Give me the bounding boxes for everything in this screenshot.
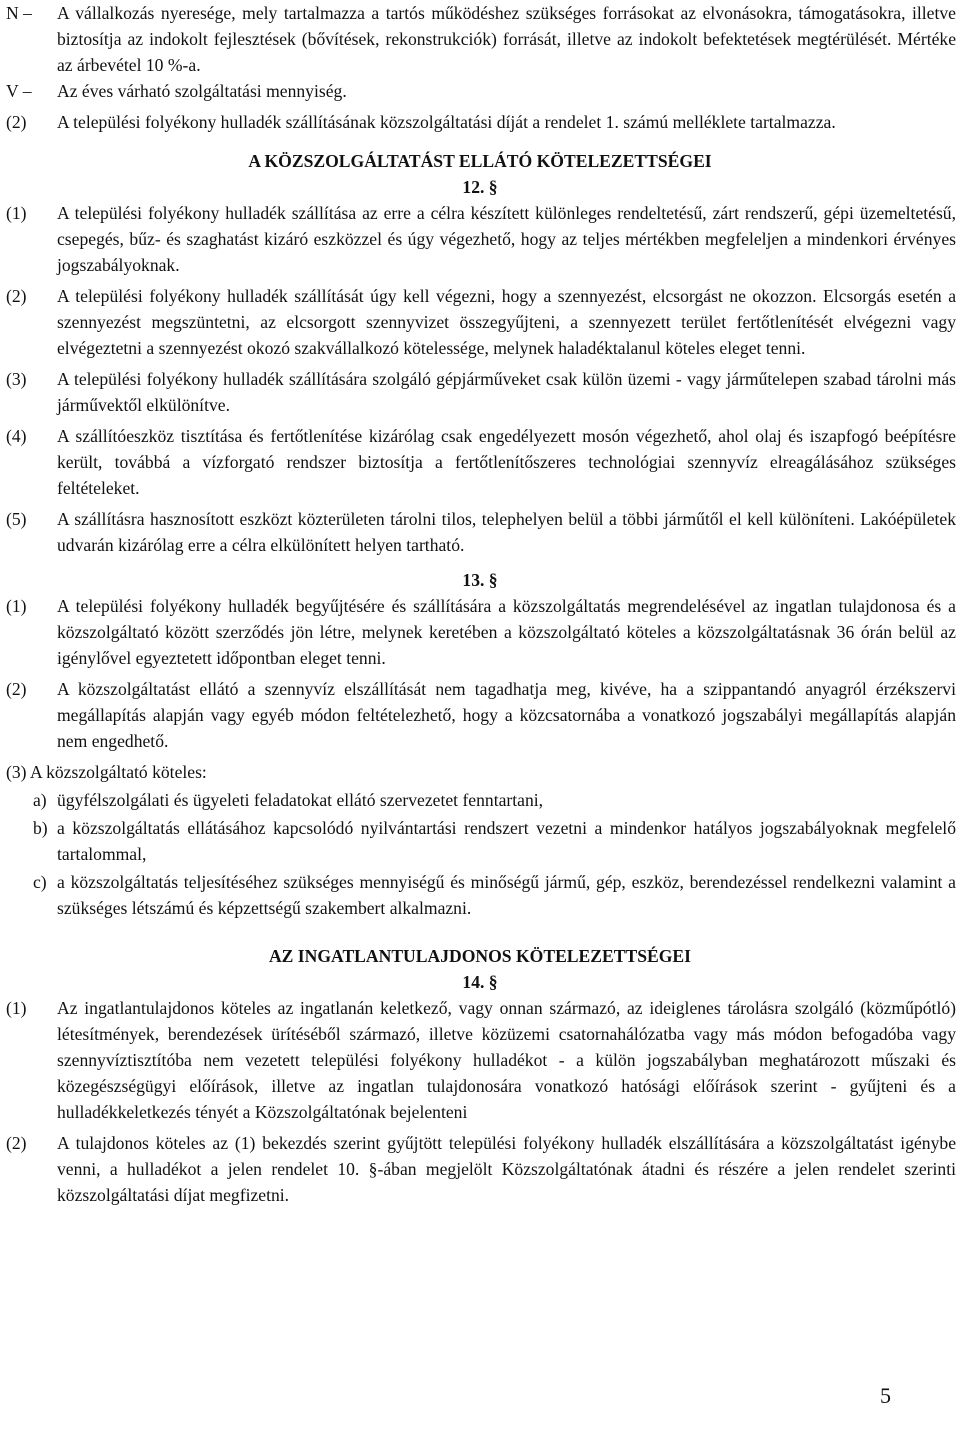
paragraph-text: A közszolgáltatást ellátó a szennyvíz elszállítását nem tagadhatja meg, kivéve, ha a szippantandó anyagról érzékszervi megállapítás alapján vagy egyéb módon feltételezhető, hogy a közcsatornába a vonatkozó jogszabályi megállapítás alapján nem engedhető. [57,679,956,751]
paragraph-text: A szállításra hasznosított eszközt közterületen tárolni tilos, telephelyen belül a többi járműtől el kell különíteni. Lakóépületek udvarán kizárólag erre a célra elkülönített helyen tartható. [57,509,956,555]
section-13-title: 13. § [462,570,498,590]
paragraph-2 [0,109,960,135]
list-letter: c) [33,872,47,892]
paragraph-text: A települési folyékony hulladék szállítására szolgáló gépjárműveket csak külön üzemi - vagy járműtelepen szabad tárolni más járművektől elkülönítve. [57,369,956,415]
top-list [0,0,960,135]
paragraph-text: A települési folyékony hulladék szállításának közszolgáltatási díját a rendelet 1. számú melléklete tartalmazza. [57,112,836,132]
item-text: A vállalkozás nyeresége, mely tartalmazza a tartós működéshez szükséges forrásokat az elvonásokra, támogatásokra, illetve biztosítja az indokolt fejlesztések (bővítések, rekonstrukciók) forrását, illetve az indokolt befektetések megtérülését. Mértéke az árbevétel 10 %-a. [57,3,956,75]
paragraph-text: A szállítóeszköz tisztítása és fertőtlenítése kizárólag csak engedélyezett mosón végezhető, ahol olaj és iszapfogó beépítésre került, továbbá a vízforgató rendszer biztosítja a fertőtlenítőszeres technológiai szennyvíz elreagálásához szükséges feltételeket. [57,426,956,498]
list-text: a közszolgáltatás teljesítéséhez szükséges mennyiségű és minőségű jármű, gép, eszköz, berendezéssel rendelkezni valamint a szükséges létszámú és képzettségű szakembert alkalmazni. [57,872,956,918]
section-12-title: 12. § [462,177,498,197]
item-label: N – [6,3,32,23]
paragraph-number: (5) [6,509,27,529]
paragraph-3-intro: (3) A közszolgáltató köteles: [6,762,207,782]
paragraph [0,593,960,671]
page-number: 5 [880,1383,891,1408]
paragraph [0,676,960,754]
list-letter: a) [33,790,47,810]
paragraph [0,1130,960,1208]
paragraph-text: A települési folyékony hulladék szállítását úgy kell végezni, hogy a szennyezést, elcsorgást ne okozzon. Elcsorgás esetén a szennyezést megszüntetni, az elcsorgott szennyvizet összegyűjteni, a szennyezett terület fertőtlenítését elvégezni vagy elvégeztetni a szennyezést okozó szakvállalkozó kötelessége, melynek haladéktalanul köteles eleget tenni. [57,286,956,358]
item-v [0,78,960,104]
paragraph-number: (2) [6,112,27,132]
paragraph [0,366,960,418]
list-item [0,869,960,921]
paragraph [0,506,960,558]
paragraph-number: (1) [6,203,27,223]
paragraph-number: (2) [6,1133,27,1153]
paragraph-number: (4) [6,426,27,446]
paragraph [0,283,960,361]
list-item [0,787,960,813]
list-text: a közszolgáltatás ellátásához kapcsolódó nyilvántartási rendszert vezetni a mindenkor hatályos jogszabályoknak megfelelő tartalommal, [57,818,956,864]
item-text: Az éves várható szolgáltatási mennyiség. [57,81,347,101]
section-13 [0,593,960,921]
paragraph [0,200,960,278]
paragraph-number: (3) [6,369,27,389]
paragraph-number: (1) [6,596,27,616]
paragraph-text: A tulajdonos köteles az (1) bekezdés szerint gyűjtött települési folyékony hulladék elszállítására a közszolgáltatást igénybe venni, a hulladékot a jelen rendelet 10. §-ában megjelölt Közszolgáltatónak átadni és részére a jelen rendelet szerinti közszolgáltatási díjat megfizetni. [57,1133,956,1205]
section-14 [0,995,960,1208]
paragraph-text: Az ingatlantulajdonos köteles az ingatlanán keletkező, vagy onnan származó, az ideiglenes tárolásra szolgáló (közműpótló) létesítmények, berendezések ürítéséből származó, illetve közüzemi csatornahálózatba vagy más módon befogadóba vagy szennyvíztisztítóba nem vezetett települési folyékony hulladékot - a külön jogszabályban meghatározott műszaki és közegészségügyi előírások, illetve az ingatlan tulajdonosára vonatkozó hatósági előírások szerint - gyűjteni és a hulladékkeletkezés tényét a Közszolgáltatónak bejelenteni [57,998,956,1122]
item-n [0,0,960,78]
paragraph-number: (2) [6,286,27,306]
paragraph-number: (2) [6,679,27,699]
paragraph-text: A települési folyékony hulladék szállítása az erre a célra készített különleges rendeltetésű, zárt rendszerű, gépi üzemeltetésű, csepegés, bűz- és szaghatást kizáró eszközzel és úgy végezhető, hogy az teljes mértékben megfeleljen a mindenkori érvényes jogszabályoknak. [57,203,956,275]
paragraph [0,423,960,501]
list-text: ügyfélszolgálati és ügyeleti feladatokat ellátó szervezetet fenntartani, [57,790,544,810]
list-letter: b) [33,818,48,838]
paragraph-text: A települési folyékony hulladék begyűjtésére és szállítására a közszolgáltatás megrendelésével az ingatlan tulajdonosa és a közszolgáltató között szerződés jön létre, melynek keretében a közszolgáltató köteles a közszolgáltatásnak 36 órán belül az igénylővel egyeztetett időpontban eleget tenni. [57,596,956,668]
item-label: V – [6,81,32,101]
section-14-title: 14. § [462,972,498,992]
list-item [0,815,960,867]
heading-owner-obligations: AZ INGATLANTULAJDONOS KÖTELEZETTSÉGEI [268,946,692,966]
section-12 [0,200,960,558]
heading-service-provider-obligations: A KÖZSZOLGÁLTATÁST ELLÁTÓ KÖTELEZETTSÉGEI [248,151,712,171]
paragraph-number: (1) [6,998,27,1018]
paragraph [0,995,960,1125]
